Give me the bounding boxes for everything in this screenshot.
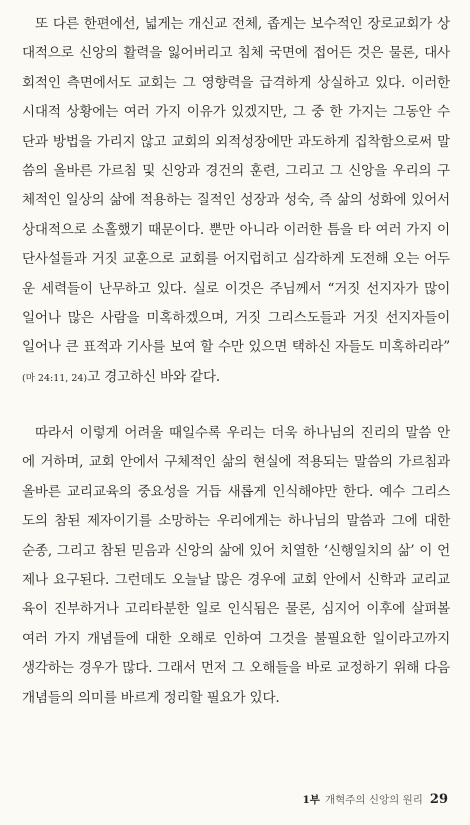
text-line: 제나 요구된다. 그런데도 오늘날 많은 경우에 교회 안에서 신학과 교리교 [22, 571, 450, 588]
text-line: 대적으로 신앙의 활력을 잃어버리고 침체 국면에 접어든 것은 물론, 대사 [22, 45, 450, 62]
part-label: 1부 [302, 794, 320, 806]
text-line: 상대적으로 소홀했기 때문이다. 뿐만 아니라 이러한 틈을 타 여러 가지 이 [22, 221, 450, 238]
reference-tail-text: 고 경고하신 바와 같다. [87, 368, 220, 385]
text-line: 생각하는 경우가 많다. 그래서 먼저 그 오해들을 바로 교정하기 위해 다음 [22, 660, 450, 677]
text-line: 에 거하며, 교회 안에서 구체적인 삶의 현실에 적용되는 말씀의 가르침과 [22, 454, 450, 471]
text-line: 순종, 그리고 참된 믿음과 신앙의 삶에 있어 치열한 ‘신행일치의 삶’ 이 언 [22, 542, 450, 559]
text-line: 단사설들과 거짓 교훈으로 교회를 어지럽히고 심각하게 도전해 오는 어두 [22, 251, 450, 268]
text-line: 일어나 큰 표적과 기사를 보여 할 수만 있으면 택하신 자들도 미혹하리라” [22, 339, 450, 356]
page-number: 29 [429, 792, 448, 807]
text-line: 운 세력들이 난무하고 있다. 실로 이것은 주님께서 “거짓 선지자가 많이 [22, 280, 450, 297]
paragraph-1 [22, 10, 450, 392]
paragraph-2 [22, 419, 450, 713]
text-line: 씀의 올바른 가르침 및 신앙과 경건의 훈련, 그리고 그 신앙을 우리의 구 [22, 162, 450, 179]
text-line: 시대적 상황에는 여러 가지 이유가 있겠지만, 그 중 한 가지는 그동안 수 [22, 104, 450, 121]
text-line: 개념들의 의미를 바르게 정리할 필요가 있다. [22, 689, 280, 706]
text-line: 회적인 측면에서도 교회는 그 영향력을 급격하게 상실하고 있다. 이러한 [22, 74, 450, 91]
text-line: 체적인 일상의 삶에 적용하는 질적인 성장과 성숙, 즉 삶의 성화에 있어서 [22, 192, 450, 209]
book-title: 개혁주의 신앙의 원리 [324, 794, 423, 806]
scripture-reference: (마 24:11, 24) [22, 372, 88, 384]
text-line: 또 다른 한편에선, 넓게는 개신교 전체, 좁게는 보수적인 장로교회가 상 [35, 16, 450, 32]
text-line: 단과 방법을 가리지 않고 교회의 외적성장에만 과도하게 집착함으로써 말 [22, 133, 450, 150]
text-line: 여러 가지 개념들에 대한 오해로 인하여 그것을 불필요한 일이라고까지 [22, 630, 450, 647]
text-line: 일어나 많은 사람을 미혹하겠으며, 거짓 그리스도들과 거짓 선지자들이 [22, 309, 450, 326]
page-footer [302, 792, 448, 807]
text-line: 육이 진부하거나 고리타분한 일로 인식됨은 물론, 심지어 이후에 살펴볼 [22, 601, 450, 618]
text-line: 도의 참된 제자이기를 소망하는 우리에게는 하나님의 말씀과 그에 대한 [22, 513, 450, 530]
text-line: 따라서 이렇게 어려울 때일수록 우리는 더욱 하나님의 진리의 말씀 안 [35, 425, 450, 441]
text-line: 올바른 교리교육의 중요성을 거듭 새롭게 인식해야만 한다. 예수 그리스 [22, 483, 450, 500]
text-line-with-reference [22, 363, 450, 392]
